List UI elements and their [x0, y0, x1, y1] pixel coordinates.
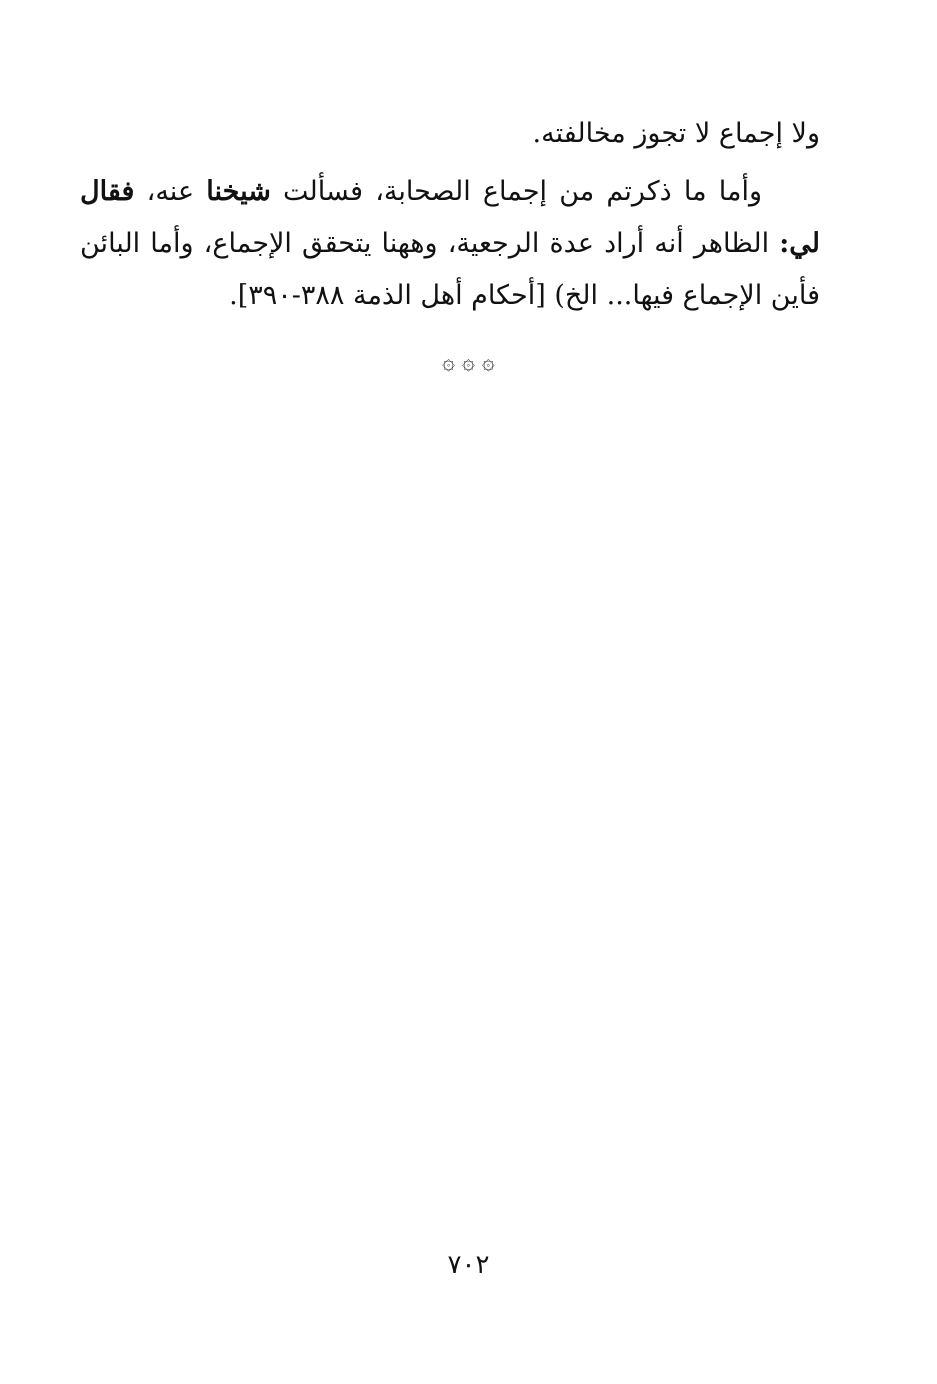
page-number: ٧٠٢ — [447, 1250, 490, 1280]
paragraph-2 — [80, 166, 820, 322]
paragraph-2-text-c: الظاهر أنه أراد عدة الرجعية، وههنا يتحقق الإجماع، وأما البائن فأين الإجماع فيها... الخ) [أحكام أهل الذمة ٣٨٨-٣٩٠]. — [80, 228, 820, 311]
paragraph-2-text-b: عنه، — [134, 176, 207, 207]
paragraph-1-text: ولا إجماع لا تجوز مخالفته. — [532, 118, 820, 149]
paragraph-2-text-a: وأما ما ذكرتم من إجماع الصحابة، فسألت — [270, 176, 762, 207]
page-body — [80, 108, 820, 322]
paragraph-1 — [80, 108, 820, 160]
paragraph-2-bold-a: شيخنا — [206, 176, 271, 207]
section-divider-ornament: ۞ ۞ ۞ — [442, 350, 495, 375]
paragraph-2-bold-b: فقال لي: — [80, 176, 820, 259]
